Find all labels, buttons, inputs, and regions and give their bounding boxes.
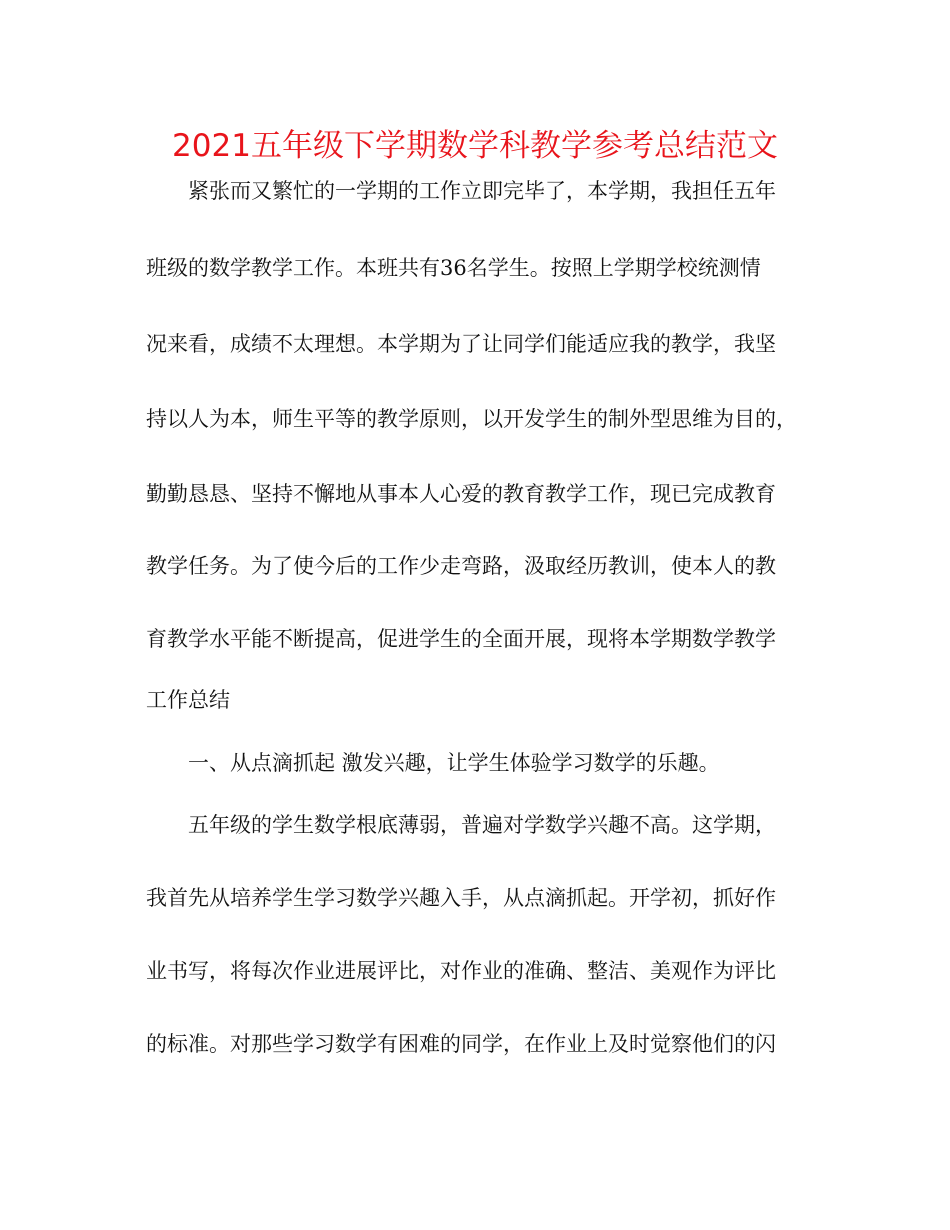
paragraph-line: 持以人为本，师生平等的教学原则，以开发学生的制外型思维为目的， [146,407,797,431]
paragraph-line: 五年级的学生数学根底薄弱，普遍对学数学兴趣不高。这学期， [188,813,776,837]
paragraph-line: 紧张而又繁忙的一学期的工作立即完毕了，本学期，我担任五年 [188,179,776,203]
paragraph-line: 的标准。对那些学习数学有困难的同学，在作业上及时觉察他们的闪 [146,1032,776,1056]
paragraph-line: 工作总结 [146,688,230,712]
paragraph-line: 业书写，将每次作业进展评比，对作业的准确、整洁、美观作为评比 [146,959,776,983]
paragraph-line: 勤勤恳恳、坚持不懈地从事本人心爱的教育教学工作，现已完成教育 [146,482,776,506]
section-heading: 一、从点滴抓起 激发兴趣，让学生体验学习数学的乐趣。 [188,751,720,775]
paragraph-line: 况来看，成绩不太理想。本学期为了让同学们能适应我的教学，我坚 [146,332,776,356]
paragraph-line: 我首先从培养学生学习数学兴趣入手，从点滴抓起。开学初，抓好作 [146,886,776,910]
paragraph-line: 育教学水平能不断提高，促进学生的全面开展，现将本学期数学教学 [146,627,776,651]
paragraph-line: 教学任务。为了使今后的工作少走弯路，汲取经历教训，使本人的教 [146,554,776,578]
document-title: 2021五年级下学期数学科教学参考总结范文 [172,128,778,164]
paragraph-line: 班级的数学教学工作。本班共有36名学生。按照上学期学校统测情 [146,256,761,280]
